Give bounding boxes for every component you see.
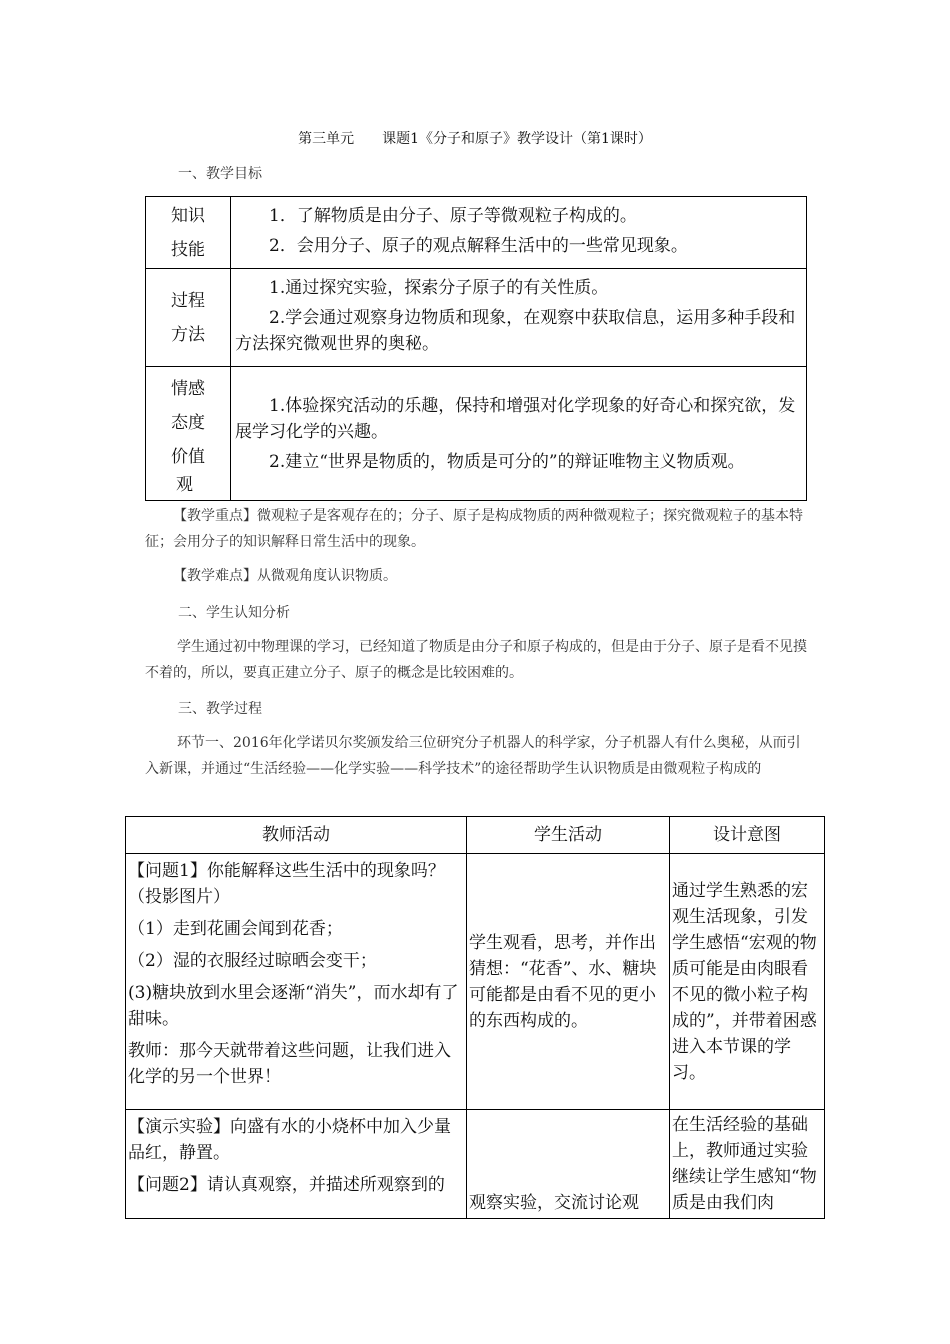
goal-label: 情感 态度 价值 观 xyxy=(146,367,231,501)
section-heading-goals: 一、教学目标 xyxy=(178,166,262,182)
table-header-row xyxy=(126,817,825,854)
teacher-activity: 【问题1】你能解释这些生活中的现象吗？（投影图片） （1）走到花圃会闻到花香； （2）湿的衣服经过晾晒会变干； (3)糖块放到水里会逐渐“消失”，而水却有了甜味。 教师：那今天就带着这些问题，让我们进入化学的另一个世界！ xyxy=(126,854,467,1110)
process-intro: 环节一、2016年化学诺贝尔奖颁发给三位研究分子机器人的科学家，分子机器人有什么奥秘，从而引入新课，并通过“生活经验——化学实验——科学技术”的途径帮助学生认识物质是由微观粒子构成的 xyxy=(145,735,801,777)
design-intent: 通过学生熟悉的宏观生活现象，引发学生感悟“宏观的物质可能是由肉眼看不见的微小粒子构成的”，并带着困惑进入本节课的学习。 xyxy=(670,854,825,1110)
goals-row-knowledge xyxy=(146,197,807,269)
goal-content: 1.通过探究实验，探索分子原子的有关性质。 2.学会通过观察身边物质和现象，在观察中获取信息，运用多种手段和方法探究微观世界的奥秘。 xyxy=(231,269,807,367)
student-activity: 学生观看，思考，并作出猜想：“花香”、水、糖块可能都是由看不见的更小的东西构成的。 xyxy=(467,854,670,1110)
goals-row-attitude xyxy=(146,367,807,501)
goal-label: 过程 方法 xyxy=(146,269,231,367)
key-points: 【教学重点】微观粒子是客观存在的；分子、原子是构成物质的两种微观粒子；探究微观粒子的基本特征；会用分子的知识解释日常生活中的现象。 xyxy=(145,508,803,550)
analysis-text: 学生通过初中物理课的学习，已经知道了物质是由分子和原子构成的，但是由于分子、原子是看不见摸不着的，所以，要真正建立分子、原子的概念是比较困难的。 xyxy=(145,639,807,681)
goals-table xyxy=(145,196,807,501)
goals-row-process xyxy=(146,269,807,367)
goal-content: 1.体验探究活动的乐趣，保持和增强对化学现象的好奇心和探究欲，发展学习化学的兴趣。 2.建立“世界是物质的，物质是可分的”的辩证唯物主义物质观。 xyxy=(231,367,807,501)
student-activity: 观察实验，交流讨论观 xyxy=(467,1110,670,1219)
process-table xyxy=(125,816,825,1219)
table-row xyxy=(126,854,825,1110)
header-intent: 设计意图 xyxy=(670,817,825,854)
header-student: 学生活动 xyxy=(467,817,670,854)
page-title: 第三单元 课题1《分子和原子》教学设计（第1课时） xyxy=(298,131,652,147)
header-teacher: 教师活动 xyxy=(126,817,467,854)
table-row xyxy=(126,1110,825,1219)
section-heading-process: 三、教学过程 xyxy=(178,701,262,717)
difficult-points: 【教学难点】从微观角度认识物质。 xyxy=(173,568,397,584)
teacher-activity: 【演示实验】向盛有水的小烧杯中加入少量品红，静置。 【问题2】请认真观察，并描述所观察到的 xyxy=(126,1110,467,1219)
section-heading-analysis: 二、学生认知分析 xyxy=(178,605,290,621)
design-intent: 在生活经验的基础上，教师通过实验继续让学生感知“物质是由我们肉 xyxy=(670,1110,825,1219)
goal-label: 知识 技能 xyxy=(146,197,231,269)
goal-content: 1．了解物质是由分子、原子等微观粒子构成的。 2．会用分子、原子的观点解释生活中的一些常见现象。 xyxy=(231,197,807,269)
